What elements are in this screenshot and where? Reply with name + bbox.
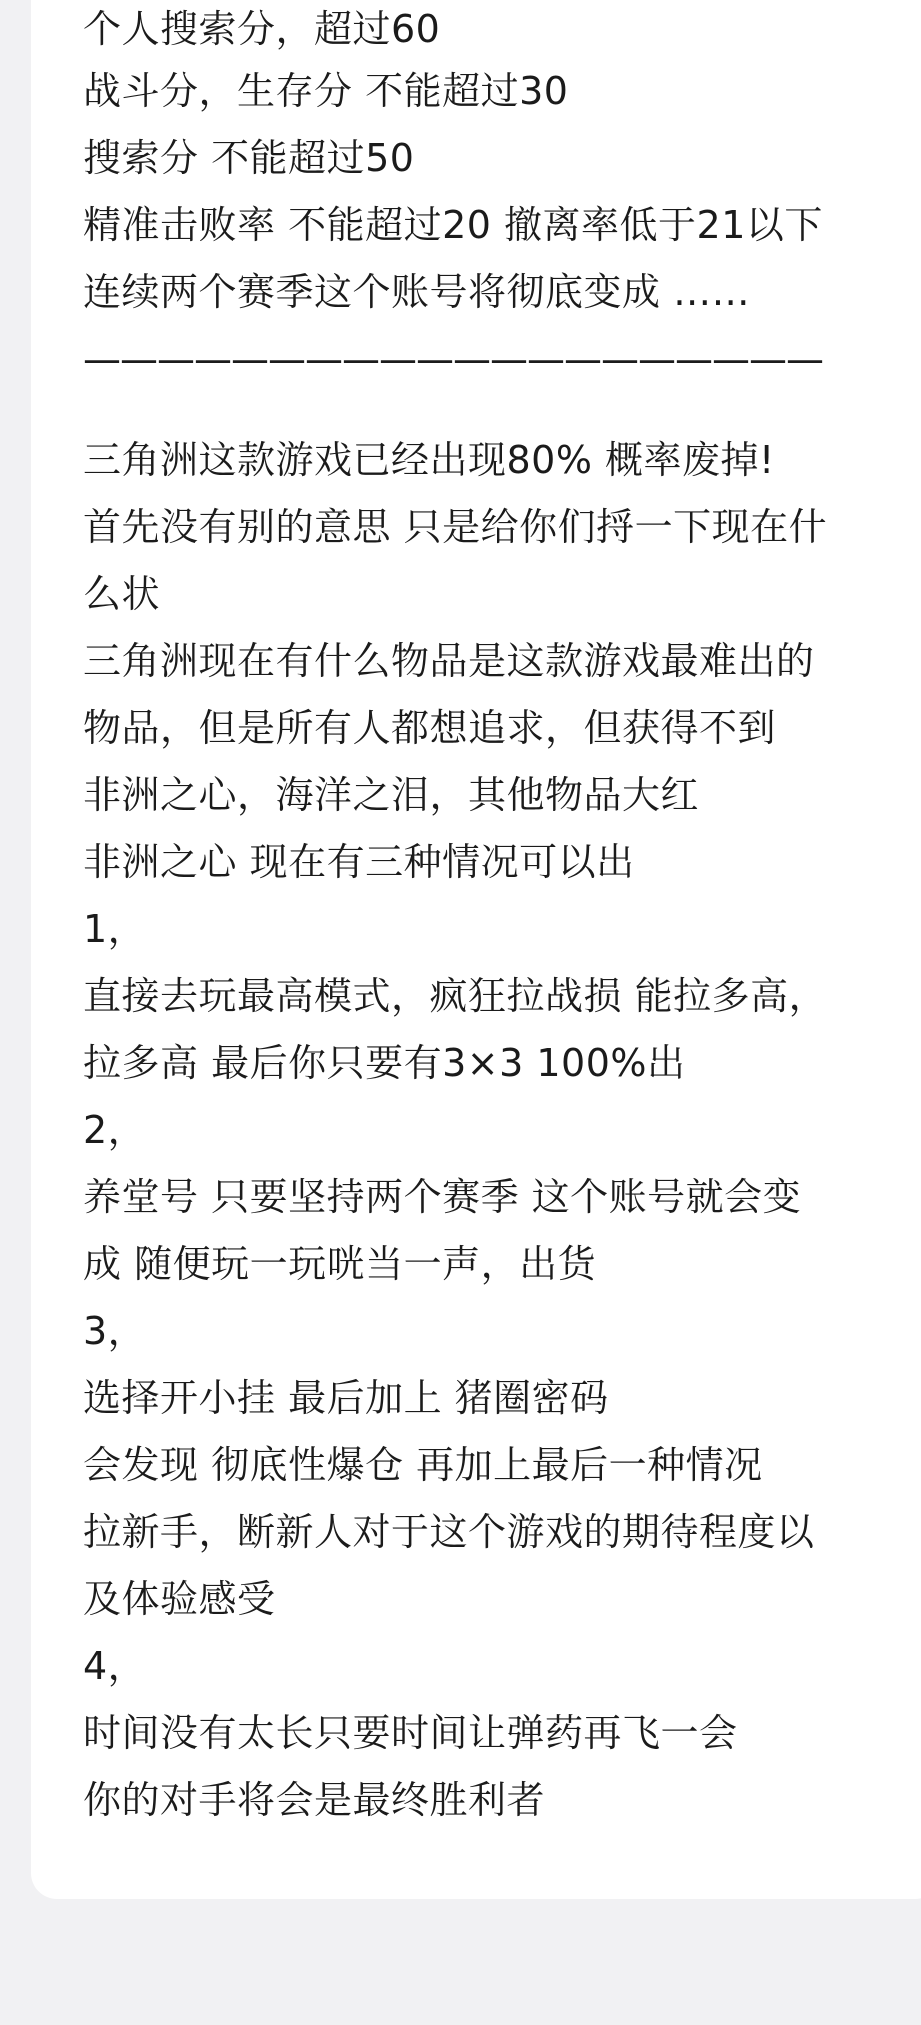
post-line: 非洲之心，海洋之泪，其他物品大红 <box>83 773 700 817</box>
post-line: 搜索分 不能超过50 <box>83 136 415 180</box>
post-line: 么状 <box>83 572 161 616</box>
post-line: 成 随便玩一玩咣当一声，出货 <box>83 1242 597 1286</box>
post-line: 会发现 彻底性爆仓 再加上最后一种情况 <box>83 1443 763 1487</box>
post-line: 3， <box>83 1309 147 1353</box>
post-line: 拉新手，断新人对于这个游戏的期待程度以 <box>83 1510 815 1554</box>
post-line: 拉多高 最后你只要有3×3 100%出 <box>83 1041 686 1085</box>
post-line: 2， <box>83 1108 147 1152</box>
post-line: 首先没有别的意思 只是给你们捋一下现在什 <box>83 505 828 549</box>
post-line: 个人搜索分，超过60 <box>83 7 441 51</box>
post-line: 非洲之心 现在有三种情况可以出 <box>83 840 635 884</box>
post-line: 战斗分，生存分 不能超过30 <box>83 69 569 113</box>
post-line: 三角洲这款游戏已经出现80% 概率废掉! <box>83 438 775 482</box>
post-line: 你的对手将会是最终胜利者 <box>83 1778 546 1822</box>
post-line: 时间没有太长只要时间让弹药再飞一会 <box>83 1711 738 1755</box>
post-line: 物品，但是所有人都想追求，但获得不到 <box>83 706 777 750</box>
post-line: 三角洲现在有什么物品是这款游戏最难出的 <box>83 639 815 683</box>
post-line: 养堂号 只要坚持两个赛季 这个账号就会变 <box>83 1175 802 1219</box>
post-line: 连续两个赛季这个账号将彻底变成 …… <box>83 270 751 314</box>
post-line: 1， <box>83 907 147 951</box>
post-line: 及体验感受 <box>83 1577 276 1621</box>
post-body <box>83 0 883 1834</box>
blank-spacer <box>83 393 883 427</box>
post-line: 精准击败率 不能超过20 撤离率低于21以下 <box>83 203 823 247</box>
post-line: 4， <box>83 1644 147 1688</box>
post-line: 选择开小挂 最后加上 猪圈密码 <box>83 1376 609 1420</box>
post-line: 直接去玩最高模式，疯狂拉战损 能拉多高， <box>83 974 828 1018</box>
divider-line: ———————————————————— <box>83 337 823 381</box>
